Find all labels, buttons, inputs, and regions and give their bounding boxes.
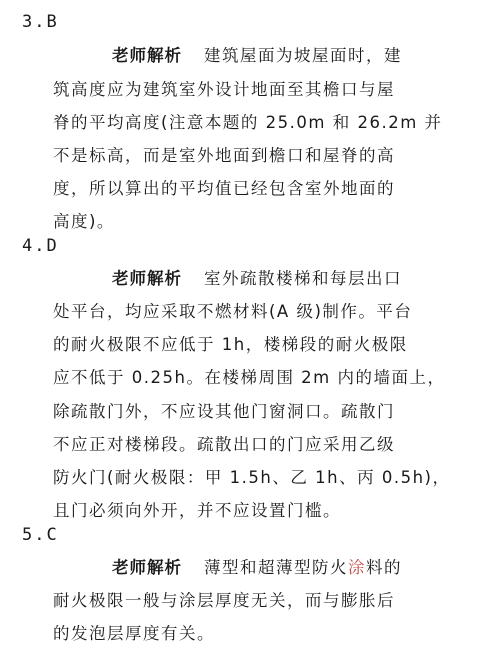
answer-text: 料的 <box>366 558 402 577</box>
analysis-line <box>112 46 478 66</box>
analysis-line <box>112 269 478 289</box>
answer-text: 且门必须向外开，并不应设置门槛。 <box>53 501 341 520</box>
highlighted-character: 涂 <box>348 558 366 577</box>
answer-text: 应不低于 0.25h。在楼梯周围 2m 内的墙面上， <box>53 368 446 387</box>
answer-text: 筑高度应为建筑室外设计地面至其檐口与屋 <box>53 80 395 99</box>
answer-text: 建筑屋面为坡屋面时，建 <box>204 46 402 65</box>
answer-text: 脊的平均高度(注意本题的 25.0m 和 26.2m 并 <box>53 113 443 132</box>
analysis-label: 老师解析 <box>112 46 182 65</box>
analysis-label: 老师解析 <box>112 558 182 577</box>
question-number-3: 3.B <box>22 12 59 32</box>
answer-text: 防火门(耐火极限：甲 1.5h、乙 1h、丙 0.5h)， <box>53 468 451 487</box>
answer-text: 室外疏散楼梯和每层出口 <box>204 269 402 288</box>
analysis-label: 老师解析 <box>112 269 182 288</box>
answer-text: 不是标高，而是室外地面到檐口和屋脊的高 <box>53 146 395 165</box>
answer-text: 的耐火极限不应低于 1h，楼梯段的耐火极限 <box>53 335 408 354</box>
answer-text: 度，所以算出的平均值已经包含室外地面的 <box>53 179 395 198</box>
answer-text: 不应正对楼梯段。疏散出口的门应采用乙级 <box>53 435 395 454</box>
answer-text: 处平台，均应采取不燃材料(A 级)制作。平台 <box>53 302 413 321</box>
answer-text: 除疏散门外，不应设其他门窗洞口。疏散门 <box>53 402 395 421</box>
question-number-4: 4.D <box>22 236 59 256</box>
answer-text: 耐火极限一般与涂层厚度无关，而与膨胀后 <box>53 591 395 610</box>
analysis-line <box>112 558 478 578</box>
answer-text: 薄型和超薄型防火 <box>204 558 348 577</box>
question-number-5: 5.C <box>22 525 59 545</box>
answer-text: 的发泡层厚度有关。 <box>53 624 215 643</box>
answer-text: 高度)。 <box>53 212 115 231</box>
